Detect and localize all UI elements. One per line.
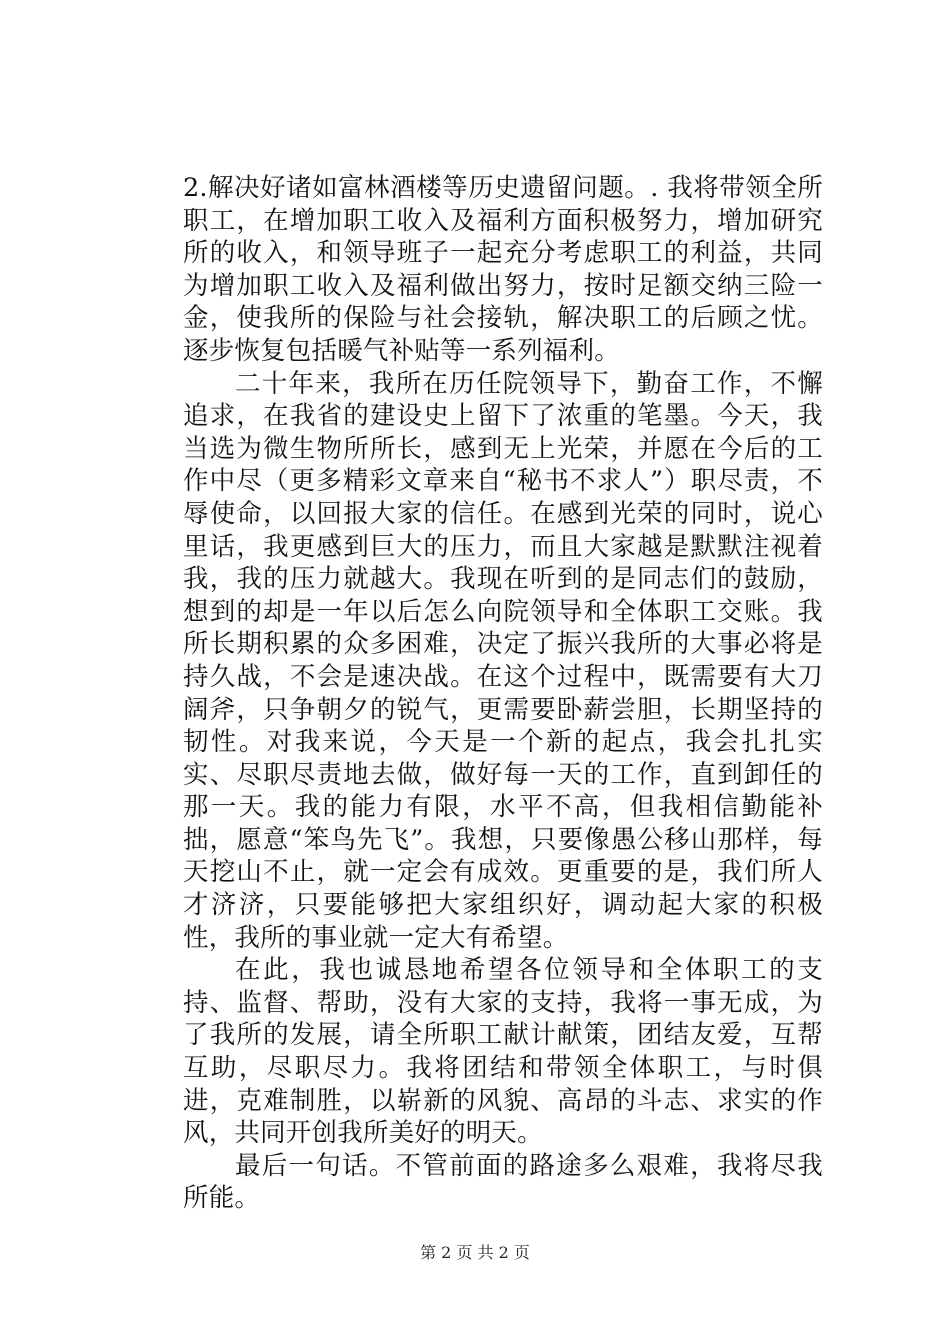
paragraph-twenty-years: 二十年来，我所在历任院领导下，勤奋工作，不懈追求，在我省的建设史上留下了浓重的笔墨。今天，我当选为微生物所所长，感到无上光荣，并愿在今后的工作中尽（更多精彩文章来自“秘书不求人”）职尽责，不辱使命，以回报大家的信任。在感到光荣的同时，说心里话，我更感到巨大的压力，而且大家越是默默注视着我，我的压力就越大。我现在听到的是同志们的鼓励，想到的却是一年以后怎么向院领导和全体职工交账。我所长期积累的众多困难，决定了振兴我所的大事必将是持久战，不会是速决战。在这个过程中，既需要有大刀阔斧，只争朝夕的锐气，更需要卧薪尝胆，长期坚持的韧性。对我来说，今天是一个新的起点，我会扎扎实实、尽职尽责地去做，做好每一天的工作，直到卸任的那一天。我的能力有限，水平不高，但我相信勤能补拙，愿意“笨鸟先飞”。我想，只要像愚公移山那样，每天挖山不止，就一定会有成效。更重要的是，我们所人才济济，只要能够把大家组织好，调动起大家的积极性，我所的事业就一定大有希望。 xyxy=(183,368,823,953)
document-body xyxy=(183,172,823,1215)
page-number-footer: 第 2 页 共 2 页 xyxy=(420,1243,530,1262)
paragraph-welfare: 2.解决好诸如富林酒楼等历史遗留问题。. 我将带领全所职工，在增加职工收入及福利方面积极努力，增加研究所的收入，和领导班子一起充分考虑职工的利益，共同为增加职工收入及福利做出努力，按时足额交纳三险一金，使我所的保险与社会接轨，解决职工的后顾之忧。逐步恢复包括暖气补贴等一系列福利。 xyxy=(183,173,823,366)
paragraph-closing: 最后一句话。不管前面的路途多么艰难，我将尽我所能。 xyxy=(183,1150,823,1214)
paragraph-appeal: 在此，我也诚恳地希望各位领导和全体职工的支持、监督、帮助，没有大家的支持，我将一事无成，为了我所的发展，请全所职工献计献策，团结友爱，互帮互助，尽职尽力。我将团结和带领全体职工，与时俱进，克难制胜，以崭新的风貌、高昂的斗志、求实的作风，共同开创我所美好的明天。 xyxy=(183,955,823,1149)
